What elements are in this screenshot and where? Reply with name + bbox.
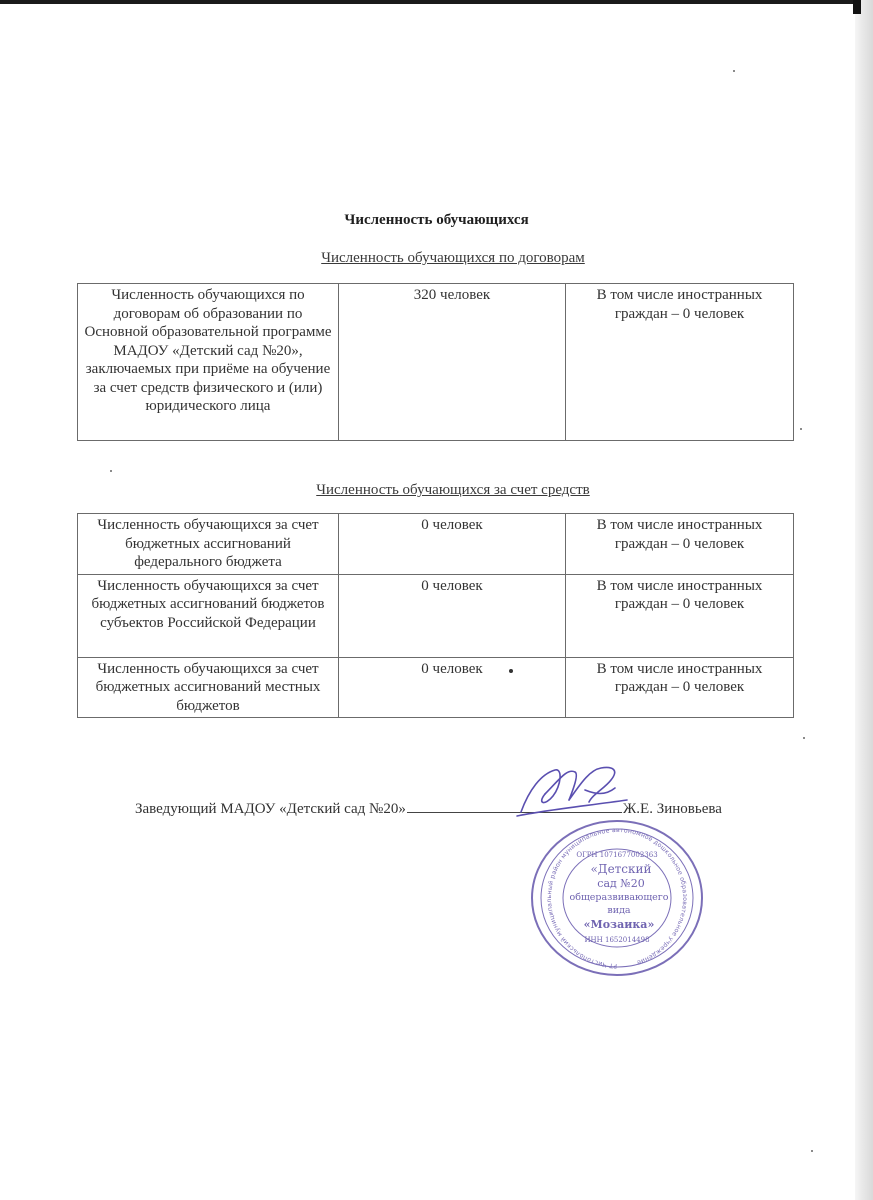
stamp-inn: ИНН 1652014498 — [584, 936, 650, 944]
signature-line — [135, 801, 722, 818]
section-heading-contracts: Численность обучающихся по договорам — [321, 250, 585, 266]
scan-corner — [853, 0, 861, 14]
stamp-line-5: «Мозаика» — [583, 918, 655, 931]
scan-speck — [800, 428, 802, 430]
description-cell: Численность обучающихся за счет бюджетных ассигнований бюджетов субъектов Российской Федерации — [78, 574, 339, 657]
official-stamp — [529, 818, 705, 978]
scan-speck — [803, 737, 805, 739]
funding-table — [77, 513, 794, 718]
signatory-position: Заведующий МАДОУ «Детский сад №20» — [135, 801, 406, 817]
stamp-line-3: общеразвивающего — [569, 892, 669, 903]
count-cell: 320 человек — [339, 284, 566, 441]
scan-edge-right — [855, 0, 873, 1200]
page-title: Численность обучающихся — [344, 212, 529, 228]
stamp-line-2: сад №20 — [597, 877, 645, 890]
description-cell: Численность обучающихся по договорам об образовании по Основной образовательной программе МАДОУ «Детский сад №20», заключаемых при приёме на обучение за счет средств физического и (или) юридического лица — [78, 284, 339, 441]
count-cell: 0 человек — [339, 574, 566, 657]
contracts-table — [77, 283, 794, 441]
signatory-name: Ж.Е. Зиновьева — [622, 801, 722, 817]
table-row — [78, 514, 794, 575]
table-row — [78, 574, 794, 657]
count-cell: 0 человек — [339, 514, 566, 575]
scan-edge-top — [0, 0, 873, 4]
description-cell: Численность обучающихся за счет бюджетных ассигнований местных бюджетов — [78, 657, 339, 718]
stamp-line-1: «Детский — [590, 862, 652, 876]
section-heading-funding: Численность обучающихся за счет средств — [316, 482, 590, 498]
foreign-cell: В том числе иностранных граждан – 0 человек — [566, 284, 794, 441]
scan-speck — [110, 470, 112, 472]
table-row — [78, 284, 794, 441]
description-cell: Численность обучающихся за счет бюджетных ассигнований федерального бюджета — [78, 514, 339, 575]
table-row — [78, 657, 794, 718]
handwritten-signature — [515, 760, 630, 820]
count-cell: 0 человек — [339, 657, 566, 718]
foreign-cell: В том числе иностранных граждан – 0 человек — [566, 574, 794, 657]
stamp-ogrn: ОГРН 1071677002363 — [576, 851, 658, 859]
foreign-cell: В том числе иностранных граждан – 0 человек — [566, 514, 794, 575]
scan-speck — [811, 1150, 813, 1152]
stamp-line-4: вида — [607, 905, 631, 916]
foreign-cell: В том числе иностранных граждан – 0 человек — [566, 657, 794, 718]
stamp-outer-text: РТ Чистопольский муниципальный район муниципальное автономное дошкольное образовательное учреждение — [546, 826, 689, 970]
scan-speck — [733, 70, 735, 72]
